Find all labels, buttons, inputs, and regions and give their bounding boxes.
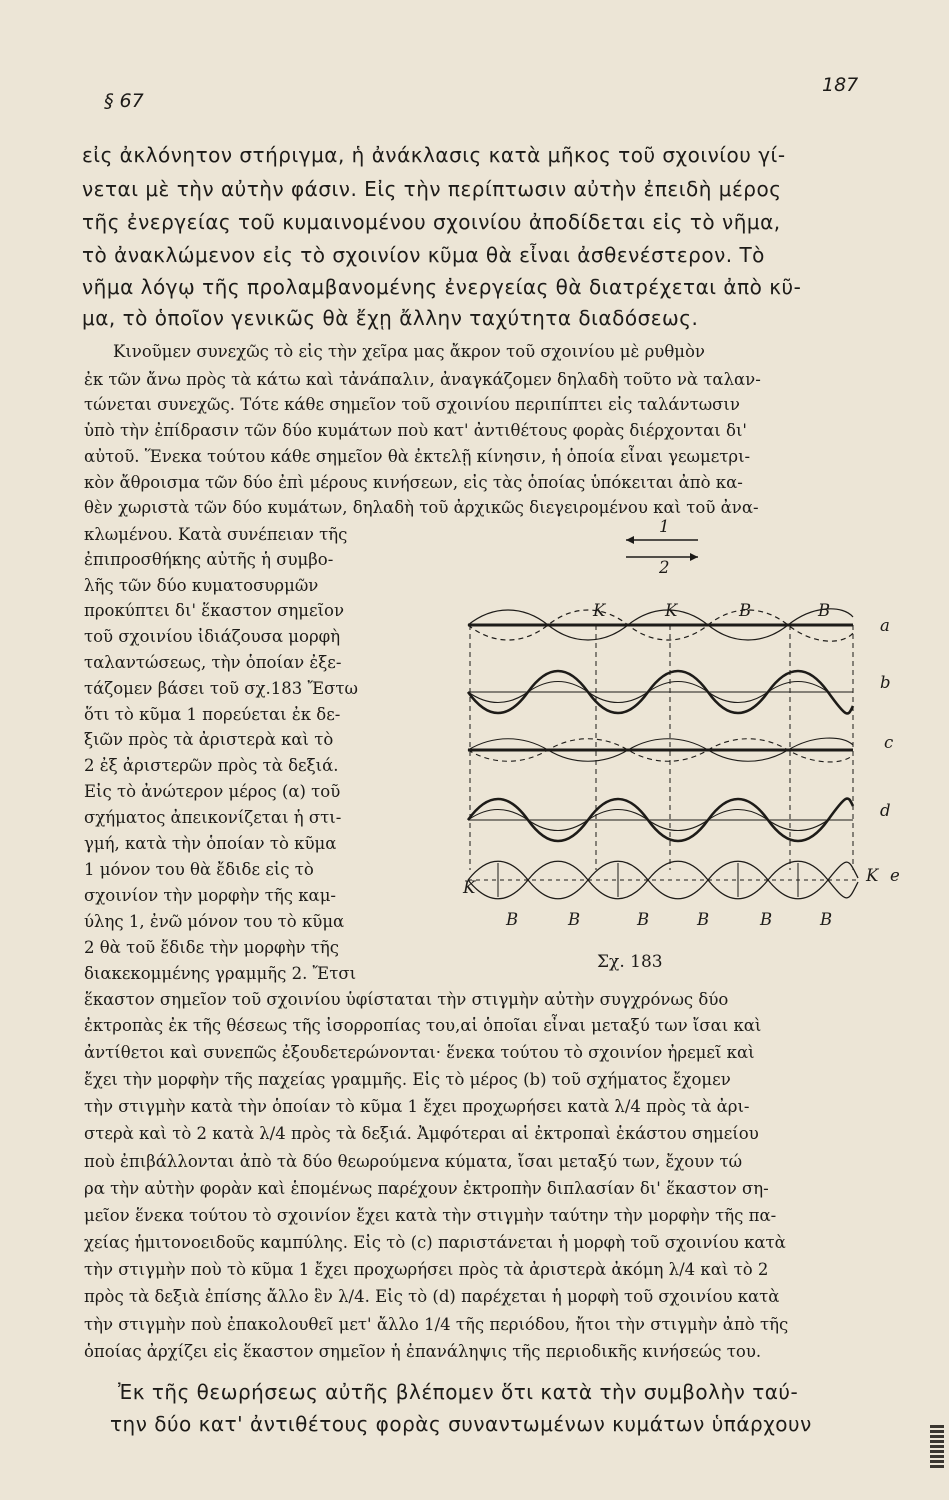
p2-narrow-line: διακεκομμένης γραμμῆς 2. Ἔτσι [84, 964, 357, 983]
p2-line: πρὸς τὰ δεξιὰ ἐπίσης ἄλλο ἓν λ/4. Εἰς τὸ (d) παρέχεται ἡ μορφὴ τοῦ σχοινίου κατὰ [84, 1287, 780, 1306]
page-number: 187 [822, 74, 859, 96]
p3-line: την δύο κατ' ἀντιθέτους φορὰς συναντωμένων κυμάτων ὑπάρχουν [110, 1412, 812, 1436]
p2-narrow-line: ἐπιπροσθήκης αὐτῆς ἡ συμβο- [84, 550, 334, 569]
antinode-label: B [506, 910, 519, 929]
p2-narrow-line: ύλης 1, ἐνῶ μόνον του τὸ κῦμα [84, 912, 345, 931]
row-label-c: c [884, 733, 894, 752]
p2-narrow-line: 1 μόνον του θὰ ἔδιδε εἰς τὸ [84, 860, 314, 879]
node-label: K [593, 601, 606, 620]
p2-line: αὐτοῦ. Ἕνεκα τούτου κάθε σημεῖον θὰ ἐκτελῇ κίνησιν, ἡ ὁποία εἶναι γεωμετρι- [84, 447, 751, 466]
p2-line: ποὺ ἐπιβάλλονται ἀπὸ τὰ δύο θεωρούμενα κύματα, ἴσαι μεταξύ των, ἔχουν τώ [84, 1152, 743, 1171]
p2-line: ὑπὸ τὴν ἐπίδρασιν τῶν δύο κυμάτων ποὺ κατ' ἀντιθέτους φορὰς διέρχονται δι' [84, 421, 747, 440]
p2-narrow-line: ταλαντώσεως, τὴν ὁποίαν ἐξε- [84, 653, 342, 672]
p2-narrow-line: σχήματος ἀπεικονίζεται ἡ στι- [84, 808, 342, 827]
p2-line: ἐκ τῶν ἄνω πρὸς τὰ κάτω καὶ τἀνάπαλιν, ἀναγκάζομεν δηλαδὴ τοῦτο νὰ ταλαν- [84, 370, 761, 389]
p2-line: ρα τὴν αὐτὴν φορὰν καὶ ἑπομένως παρέχουν ἐκτροπὴν διπλασίαν δι' ἕκαστον ση- [84, 1179, 769, 1198]
p2-line: ἔχει τὴν μορφὴν τῆς παχείας γραμμῆς. Εἰς τὸ μέρος (b) τοῦ σχήματος ἔχομεν [84, 1070, 731, 1089]
figure-caption: Σχ. 183 [597, 952, 663, 972]
p2-line: τὴν στιγμὴν ποὺ ἐπακολουθεῖ μετ' ἄλλο 1/4 τῆς περιόδου, ἤτοι τὴν στιγμὴν ἀπὸ τῆς [84, 1315, 789, 1334]
row-label-a: a [880, 616, 890, 635]
antinode-label: B [760, 910, 773, 929]
node-label: K [866, 866, 879, 885]
antinode-label: B [697, 910, 710, 929]
antinode-label: B [568, 910, 581, 929]
p2-narrow-line: ξιῶν πρὸς τὰ ἀριστερὰ καὶ τὸ [84, 730, 334, 749]
p2-line: τὴν στιγμὴν κατὰ τὴν ὁποίαν τὸ κῦμα 1 ἔχει προχωρήσει κατὰ λ/4 πρὸς τὰ ἀρι- [84, 1097, 750, 1116]
p2-narrow-line: γμή, κατὰ τὴν ὁποίαν τὸ κῦμα [84, 834, 337, 853]
node-label: K [463, 878, 476, 897]
arrow-label-2: 2 [659, 558, 670, 577]
p2-line: τώνεται συνεχῶς. Τότε κάθε σημεῖον τοῦ σχοινίου περιπίπτει εἰς ταλάντωσιν [84, 395, 740, 414]
row-label-d: d [880, 801, 891, 820]
p1-line: τῆς ἐνεργείας τοῦ κυμαινομένου σχοινίου ἀποδίδεται εἰς τὸ νῆμα, [82, 210, 781, 234]
antinode-label: B [820, 910, 833, 929]
p2-line: ἕκαστον σημεῖον τοῦ σχοινίου ὑφίσταται τὴν στιγμὴν αὐτὴν συγχρόνως δύο [84, 990, 729, 1009]
p1-line: εἰς ἀκλόνητον στήριγμα, ἡ ἀνάκλασις κατὰ μῆκος τοῦ σχοινίου γί- [82, 143, 786, 167]
p2-line: τὴν στιγμὴν ποὺ τὸ κῦμα 1 ἔχει προχωρήσει πρὸς τὰ ἀριστερὰ ἀκόμη λ/4 καὶ τὸ 2 [84, 1260, 769, 1279]
antinode-label: B [818, 601, 831, 620]
p2-line: κὸν ἄθροισμα τῶν δύο ἐπὶ μέρους κινήσεων, εἰς τὰς ὁποίας ὑπόκειται ἀπὸ κα- [84, 473, 743, 492]
p2-line: θὲν χωριστὰ τῶν δύο κυμάτων, δηλαδὴ τοῦ ἀρχικῶς διεγειρομένου καὶ τοῦ ἀνα- [84, 498, 759, 517]
p3-line: Ἐκ τῆς θεωρήσεως αὐτῆς βλέπομεν ὅτι κατὰ τὴν συμβολὴν ταύ- [118, 1380, 799, 1404]
p2-narrow-line: 2 θὰ τοῦ ἔδιδε τὴν μορφὴν τῆς [84, 938, 340, 957]
page-edge-marks [930, 1425, 944, 1470]
p2-line: στερὰ καὶ τὸ 2 κατὰ λ/4 πρὸς τὰ δεξιά. Ἀμφότεραι αἱ ἐκτροπαὶ ἑκάστου σημείου [84, 1124, 759, 1143]
p2-narrow-line: Εἰς τὸ ἀνώτερον μέρος (α) τοῦ [84, 782, 341, 801]
p2-line: ἀντίθετοι καὶ συνεπῶς ἐξουδετερώνονται· ἕνεκα τούτου τὸ σχοινίον ἠρεμεῖ καὶ [84, 1043, 755, 1062]
p2-narrow-line: κλωμένου. Κατὰ συνέπειαν τῆς [84, 525, 348, 544]
antinode-label: B [637, 910, 650, 929]
p1-line: τὸ ἀνακλώμενον εἰς τὸ σχοινίον κῦμα θὰ εἶναι ἀσθενέστερον. Τὸ [82, 243, 765, 267]
p1-line: νεται μὲ τὴν αὐτὴν φάσιν. Εἰς τὴν περίπτωσιν αὐτὴν ἐπειδὴ μέρος [82, 177, 782, 201]
p2-narrow-line: τάζομεν βάσει τοῦ σχ.183 Ἔστω [84, 679, 358, 698]
p2-narrow-line: 2 ἐξ ἀριστερῶν πρὸς τὰ δεξιά. [84, 756, 339, 775]
p1-line: μα, τὸ ὁποῖον γενικῶς θὰ ἔχῃ ἄλλην ταχύτητα διαδόσεως. [82, 306, 699, 330]
arrow-label-1: 1 [659, 517, 670, 536]
p2-narrow-line: ὅτι τὸ κῦμα 1 πορεύεται ἐκ δε- [84, 705, 341, 724]
p2-narrow-line: σχοινίον τὴν μορφὴν τῆς καμ- [84, 886, 336, 905]
antinode-label: B [739, 601, 752, 620]
p2-narrow-line: τοῦ σχοινίου ἰδιάζουσα μορφὴ [84, 627, 341, 646]
node-label: K [665, 601, 678, 620]
p2-line: ἐκτροπὰς ἐκ τῆς θέσεως τῆς ἰσορροπίας του,αἱ ὁποῖαι εἶναι μεταξύ των ἴσαι καὶ [84, 1016, 762, 1035]
p2-narrow-line: προκύπτει δι' ἕκαστον σημεῖον [84, 601, 345, 620]
section-number: § 67 [104, 90, 144, 112]
p2-line: μεῖον ἕνεκα τούτου τὸ σχοινίον ἔχει κατὰ τὴν στιγμὴν ταύτην τὴν μορφὴν τῆς πα- [84, 1206, 777, 1225]
p2-line: χείας ἡμιτονοειδοῦς καμπύλης. Εἰς τὸ (c) παριστάνεται ἡ μορφὴ τοῦ σχοινίου κατὰ [84, 1233, 786, 1252]
row-label-b: b [880, 673, 891, 692]
p2-line: Κινοῦμεν συνεχῶς τὸ εἰς τὴν χεῖρα μας ἄκρον τοῦ σχοινίου μὲ ρυθμὸν [113, 342, 705, 361]
p1-line: νῆμα λόγῳ τῆς προλαμβανομένης ἐνεργείας θὰ διατρέχεται ἀπὸ κῦ- [82, 275, 802, 299]
row-label-e: e [890, 866, 900, 885]
standing-wave-figure [448, 517, 918, 975]
p2-narrow-line: λῆς τῶν δύο κυματοσυρμῶν [84, 576, 319, 595]
p2-line: ὁποίας ἀρχίζει εἰς ἕκαστον σημεῖον ἡ ἐπανάληψις τῆς περιοδικῆς κινήσεώς του. [84, 1342, 762, 1361]
